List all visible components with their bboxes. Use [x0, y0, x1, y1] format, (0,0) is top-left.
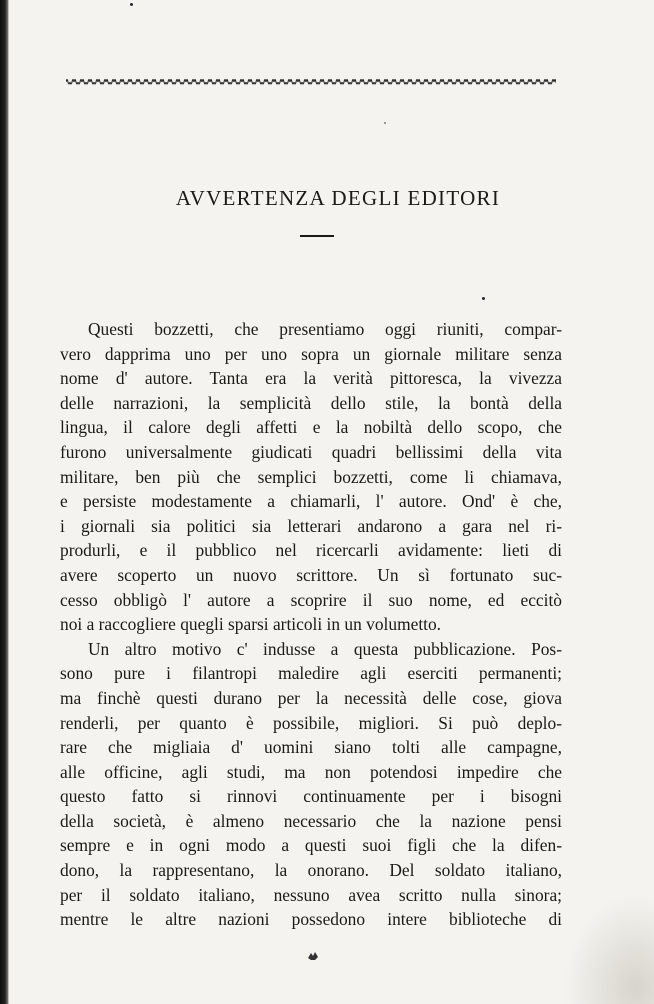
section-heading: AVVERTENZA DEGLI EDITORI	[175, 186, 501, 210]
text-line: della società, è almeno necessario che la nazione pensi	[60, 810, 562, 831]
heading-dash	[300, 235, 334, 237]
text-line: produrli, e il pubblico nel ricercarli avidamente: lieti di	[60, 540, 562, 561]
text-line: rare che migliaia d' uomini siano tolti alle campagne,	[60, 737, 562, 758]
text-line: cesso obbligò l' autore a scoprire il suo nome, ed eccitò	[60, 589, 562, 610]
text-line: sempre e in ogni modo a questi suoi figli che la difen-	[60, 835, 562, 856]
text-line: delle narrazioni, la semplicità dello stile, la bontà della	[60, 392, 562, 413]
text-line: vero dapprima uno per uno sopra un giornale militare senza	[60, 343, 562, 364]
text-line: sono pure i filantropi maledire agli eserciti permanenti;	[60, 663, 562, 684]
body-text	[60, 317, 562, 932]
paragraph-2	[60, 637, 562, 932]
text-line: Un altro motivo c' indusse a questa pubblicazione. Pos-	[88, 638, 562, 659]
text-line: nome d' autore. Tanta era la verità pittoresca, la vivezza	[60, 368, 562, 389]
text-line: avere scoperto un nuovo scrittore. Un sì fortunato suc-	[60, 564, 562, 585]
text-line: militare, ben più che semplici bozzetti, come li chiamava,	[60, 466, 562, 487]
text-line: questo fatto si rinnovi continuamente per i bisogni	[60, 786, 562, 807]
text-line: dono, la rappresentano, la onorano. Del soldato italiano,	[60, 860, 562, 881]
text-line: renderli, per quanto è possibile, migliori. Si può deplo-	[60, 712, 562, 733]
text-line: lingua, il calore degli affetti e la nobiltà dello scopo, che	[60, 417, 562, 438]
binding-edge	[0, 0, 9, 1004]
paper-stain	[564, 894, 654, 1004]
text-line: e persiste modestamente a chiamarli, l' autore. Ond' è che,	[60, 491, 562, 512]
printer-mark-icon	[306, 950, 320, 962]
text-line: alle officine, agli studi, ma non potendosi impedire che	[60, 761, 562, 782]
ornamental-rule	[66, 74, 556, 88]
text-line: noi a raccogliere quegli sparsi articoli in un volumetto.	[60, 614, 442, 635]
text-line: per il soldato italiano, nessuno avea scritto nulla sinora;	[60, 884, 562, 905]
ink-speck	[384, 122, 386, 124]
paragraph-1	[60, 317, 562, 637]
ink-speck	[482, 297, 485, 300]
text-line: ma finchè questi durano per la necessità delle cose, giova	[60, 687, 562, 708]
text-line: i giornali sia politici sia letterari andarono a gara nel ri-	[60, 515, 562, 536]
text-line: mentre le altre nazioni possedono intere biblioteche di	[60, 909, 562, 930]
ink-speck	[130, 3, 133, 6]
text-line: Questi bozzetti, che presentiamo oggi riuniti, compar-	[88, 319, 562, 339]
text-line: furono universalmente giudicati quadri bellissimi della vita	[60, 441, 562, 462]
